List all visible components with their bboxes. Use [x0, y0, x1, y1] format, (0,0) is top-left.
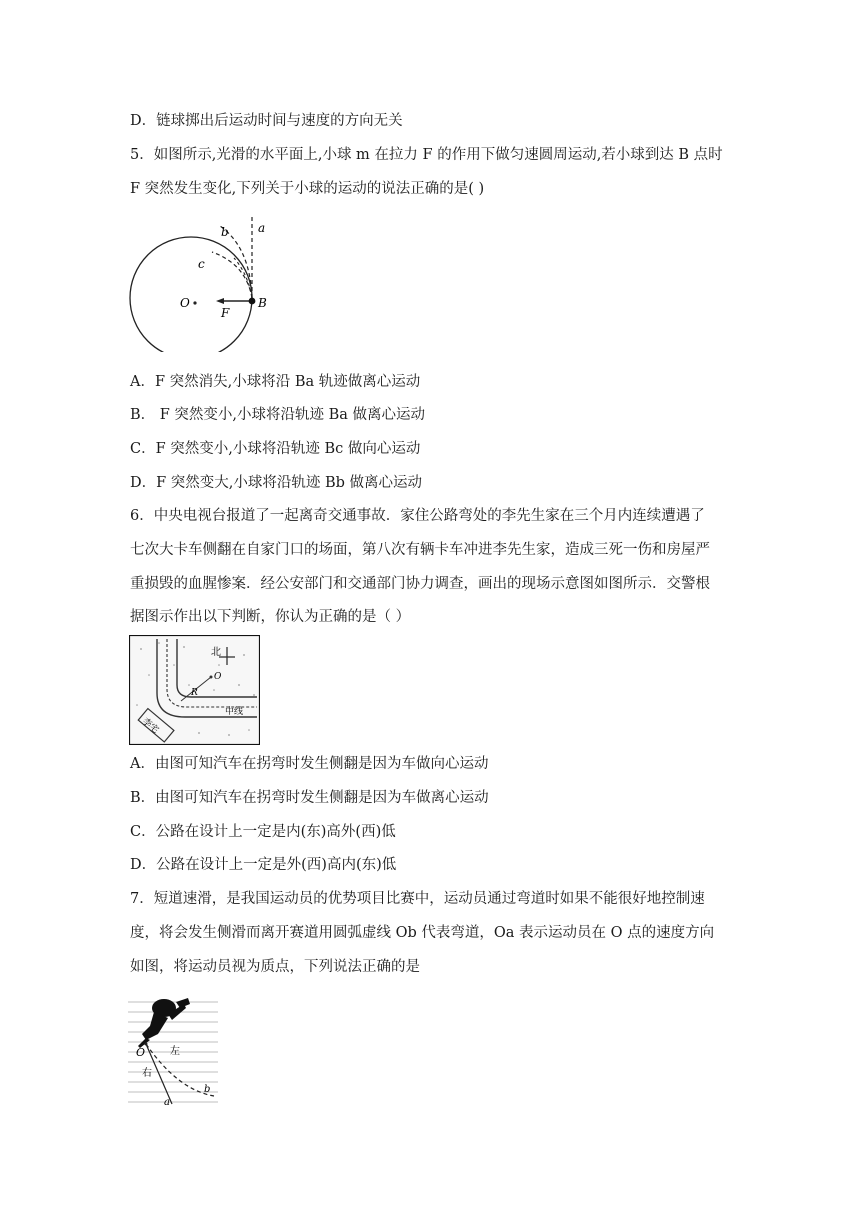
q7-label-O: O [136, 1046, 146, 1059]
q5-label-B: B [258, 296, 267, 310]
q6-option-a: A．由图可知汽车在拐弯时发生侧翻是因为车做向心运动 [130, 756, 489, 772]
q5-label-c: c [198, 257, 205, 271]
q5-label-O: O [180, 296, 190, 310]
q6-stem-line2: 七次大卡车侧翻在自家门口的场面，第八次有辆卡车冲进李先生家，造成三死一伤和房屋严 [130, 542, 710, 558]
q6-label-R: R [191, 688, 198, 698]
q7-stem-line1: 7．短道速滑，是我国运动员的优势项目比赛中，运动员通过弯道时如果不能很好地控制速 [130, 891, 705, 907]
q5-stem-line2: F 突然发生变化,下列关于小球的运动的说法正确的是( ) [130, 181, 485, 197]
skater-icon [138, 998, 190, 1048]
q6-stem-line1: 6．中央电视台报道了一起离奇交通事故．家住公路弯处的李先生家在三个月内连续遭遇了 [130, 508, 705, 524]
q6-accident-scene-figure [129, 635, 260, 745]
q5-option-d: D．F 突然变大,小球将沿轨迹 Bb 做离心运动 [130, 475, 423, 491]
q5-option-a: A．F 突然消失,小球将沿 Ba 轨迹做离心运动 [130, 374, 421, 390]
q7-label-left: 左 [170, 1046, 180, 1057]
q6-stem-line3: 重损毁的血腥惨案．经公安部门和交通部门协力调查，画出的现场示意图如图所示．交警根 [130, 576, 710, 592]
q6-label-O: O [214, 672, 222, 682]
q5-label-a: a [258, 221, 266, 235]
q7-stem-line3: 如图，将运动员视为质点，下列说法正确的是 [130, 959, 420, 975]
q5-label-F: F [221, 306, 230, 320]
q7-label-b: b [204, 1084, 211, 1095]
q6-label-north: 北 [211, 647, 221, 658]
q6-label-house: 李宅 [140, 716, 161, 736]
q5-option-c: C．F 突然变小,小球将沿轨迹 Bc 做向心运动 [130, 441, 421, 457]
q7-stem-line2: 度，将会发生侧滑而离开赛道用圆弧虚线 Ob 代表弯道，Oa 表示运动员在 O 点的速度方向 [130, 925, 715, 941]
q5-stem-line1: 5．如图所示,光滑的水平面上,小球 m 在拉力 F 的作用下做匀速圆周运动,若小球到达 B 点时 [130, 147, 723, 163]
q4-option-d: D．链球掷出后运动时间与速度的方向无关 [130, 113, 403, 129]
q6-stem-line4: 据图示作出以下判断，你认为正确的是（ ） [130, 609, 411, 625]
q6-option-c: C．公路在设计上一定是内(东)高外(西)低 [130, 824, 396, 840]
q7-label-a: a [164, 1097, 170, 1106]
q5-label-b: b [221, 225, 229, 239]
q5-circular-motion-figure [128, 212, 268, 352]
q6-option-d: D．公路在设计上一定是外(西)高内(东)低 [130, 857, 397, 873]
q6-option-b: B．由图可知汽车在拐弯时发生侧翻是因为车做离心运动 [130, 790, 489, 806]
q7-speed-skater-figure [128, 994, 218, 1106]
q5-option-b: B． F 突然变小,小球将沿轨迹 Ba 做离心运动 [130, 407, 426, 423]
q6-label-center-line: 中线 [225, 707, 244, 717]
q7-label-right: 右 [142, 1068, 152, 1079]
